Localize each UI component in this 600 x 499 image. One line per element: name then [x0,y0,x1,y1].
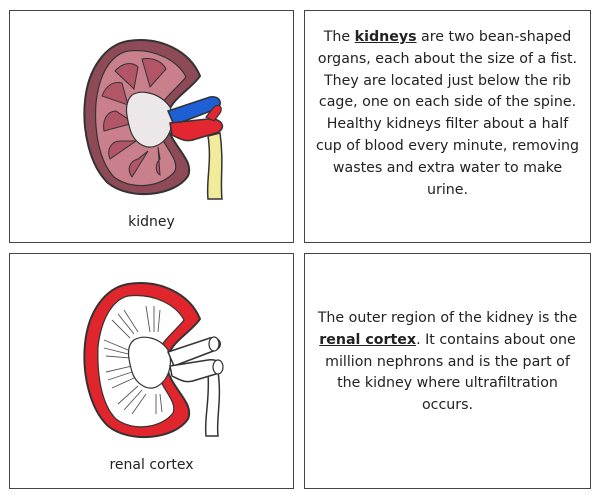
kidney-card [9,10,294,243]
kidneys-keyword: kidneys [354,29,417,45]
renal-cortex-description-card [304,253,591,489]
renal-cortex-keyword: renal cortex [319,331,417,348]
kidney-illustration [10,11,295,211]
kidney-description-card [304,10,591,243]
renal-cortex-illustration [10,254,295,454]
kidney-caption: kidney [128,214,175,230]
renal-cortex-card [9,253,294,489]
renal-cortex-caption: renal cortex [109,457,194,473]
kidney-description: The kidneys are two bean-shaped organs, each about the size of a fist. They are located just below the rib cage, one on each side of the spine. Healthy kidneys filter about a half cup of blood every minute, removing wastes and extra water to make urine. [315,29,580,198]
renal-cortex-description: The outer region of the kidney is the renal cortex. It contains about one million nephrons and is the part of the kidney where ultrafiltration occurs. [317,310,578,414]
